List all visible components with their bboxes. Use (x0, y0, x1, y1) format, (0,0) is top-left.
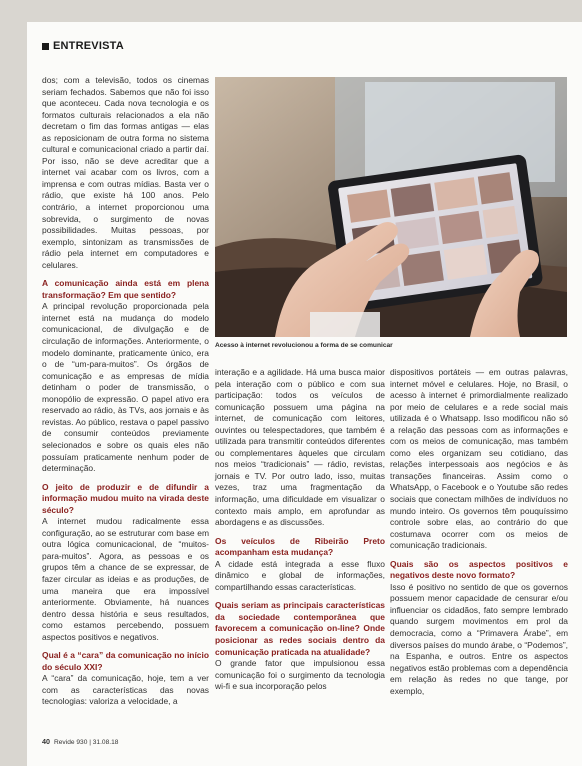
article-column-3 (390, 367, 568, 697)
square-bullet-icon (42, 43, 49, 50)
question-heading: O jeito de produzir e de difundir a informação mudou muito na virada deste século? (42, 481, 209, 515)
question-heading: A comunicação ainda está em plena transformação? Em que sentido? (42, 278, 209, 300)
question-heading: Os veículos de Ribeirão Preto acompanham esta mudança? (215, 535, 385, 558)
article-column-2 (215, 367, 385, 693)
article-column-1 (42, 75, 209, 708)
paragraph: interação e a agilidade. Há uma busca maior pela interação com o público e com sua participação: todos os veículos de comunicação possuem uma página na internet, de comunicação com leitores, ouvintes ou telespectadores, que também é utilizada para transmitir conteúdos diferentes ou complementares àqueles que circulam nos meios “tradicionais” — rádio, revistas, jornais e TV. Por outro lado, isso, muitas vezes, traz uma fragmentação da informação, uma dificuldade em visualizar o contexto mais amplo, em aprofundar as abordagens e as discussões. (215, 367, 385, 528)
paragraph: dispositivos portáteis — em outras palavras, internet móvel e celulares. Hoje, no Brasil, o acesso à internet é primordialmente realizado por meio de celulares e a rede social mais utilizada é o Whatsapp. Isso modificou não só a relação das pessoas com as informações e com os meios de comunicação, mas também como eles organizam seu cotidiano, das relações interpessoais aos negócios e às transações financeiras. Assim como o WhatsApp, o Facebook e o Youtube são redes sociais que conectam milhões de indivíduos no mundo inteiro. Os governos têm pouquíssimo controle sobre elas, ao contrário do que costumava ocorrer com os meios de comunicação tradicionais. (390, 367, 568, 551)
tablet-photo-illustration (215, 77, 567, 337)
section-title: ENTREVISTA (53, 40, 124, 52)
section-header (42, 40, 124, 52)
magazine-page (27, 22, 582, 766)
paragraph: A internet mudou radicalmente essa configuração, ao se estruturar com base em outra lógica comunicacional, de “muitos-para-muitos”. Agora, as pessoas e os grupos têm a chance de se expressar, de fazer circular as ideias e as produções, de uma maneira que era impossível anteriormente. Obviamente, há nuances dentro dessa história e seus resultados, como estamos percebendo, possuem aspectos positivos e negativos. (42, 516, 209, 642)
question-heading: Quais são os aspectos positivos e negativos deste novo formato? (390, 558, 568, 581)
magazine-issue: Revide 930 | 31.08.18 (54, 739, 119, 746)
question-heading: Qual é a “cara” da comunicação no início do século XXI? (42, 650, 209, 672)
photo-caption: Acesso à internet revolucionou a forma de se comunicar (215, 342, 393, 349)
paragraph: Isso é positivo no sentido de que os governos possuem menor capacidade de censurar e/ou influenciar os cidadãos, fato sempre lembrado quando surgem movimentos em prol da democracia, como a “Primavera Árabe”, em diversos países do mundo árabe, o “Podemos”, na Espanha, e outros. Entre os aspectos negativos estão problemas com a dependência em relação às redes no que tange, por exemplo, (390, 581, 568, 696)
paragraph: A “cara” da comunicação, hoje, tem a ver com as características das novas tecnologias: valoriza a velocidade, a (42, 673, 209, 707)
page-number: 40 (42, 737, 50, 746)
question-heading: Quais seriam as principais características da sociedade contemporânea que favorecem a comunicação on-line? Onde posicionar as redes sociais dentro da comunicação praticada na atualidade? (215, 600, 385, 657)
page-footer (42, 737, 118, 746)
paragraph: A principal revolução proporcionada pela internet está na mudança do modelo comunicacional, de divulgação e de circulação de informações. Anteriormente, o modelo dominante, praticamente único, era o de “um-para-muitos”. Os órgãos de comunicação e as empresas de mídia detinham o poder de transmissão, o monopólio de expressão. O papel ativo era reservado ao rádio, às TVs, aos jornais e às revistas. Ao público, restava o papel passivo de consumir conteúdos previamente selecionados e sobre os quais eles não possuíam praticamente nenhum poder de determinação. (42, 301, 209, 474)
article-photo (215, 77, 567, 337)
paragraph: dos; com a televisão, todos os cinemas seriam fechados. Sabemos que não foi isso que aconteceu. Cada nova tecnologia e os formatos culturais relacionados a ela não decretam o fim das formas antigas — elas as reposicionam de outra forma no sistema cultural e comunicacional criado a partir daí. Por isso, não se deve acreditar que a internet vai acabar com os livros, com a imprensa e com outras mídias. Basta ver o rádio, que existe há 100 anos. Pelo contrário, a internet proporcionou uma sobrevida, o surgimento de novas possibilidades. Muitas pessoas, por exemplo, sintonizam as transmissões de rádio pela internet em computadores e celulares. (42, 75, 209, 270)
paragraph: A cidade está integrada a esse fluxo dinâmico e global de informações, compartilhando essas características. (215, 558, 385, 592)
paragraph: O grande fator que impulsionou essa comunicação foi o surgimento da tecnologia wi-fi e sua incorporação pelos (215, 658, 385, 692)
